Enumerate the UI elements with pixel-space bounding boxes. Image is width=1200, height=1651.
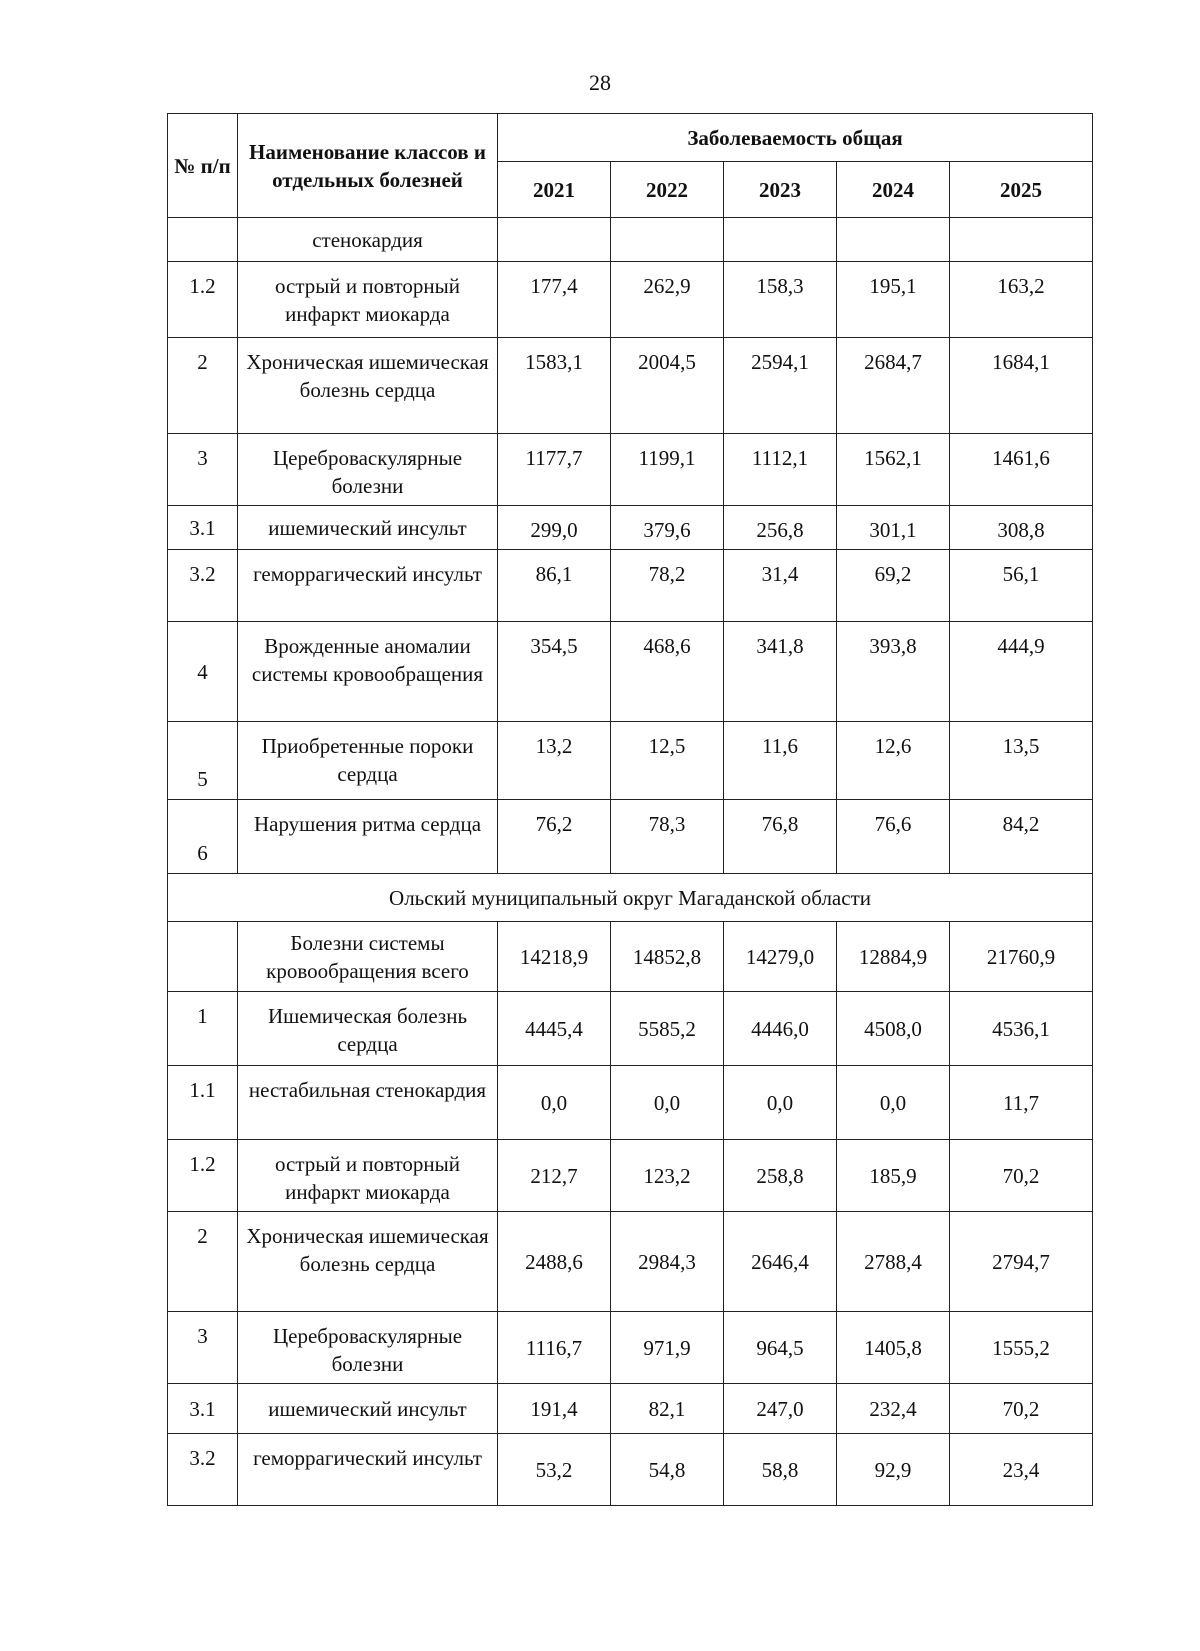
disease-name: геморрагический инсульт — [238, 1434, 498, 1506]
row-number: 5 — [168, 722, 238, 800]
value-cell: 58,8 — [724, 1434, 837, 1506]
value-cell: 301,1 — [837, 506, 950, 550]
value-cell: 11,7 — [950, 1066, 1093, 1140]
header-num: № п/п — [168, 114, 238, 218]
value-cell — [950, 218, 1093, 262]
value-cell: 4536,1 — [950, 992, 1093, 1066]
value-cell: 2594,1 — [724, 338, 837, 434]
page-number: 28 — [589, 70, 611, 95]
value-cell: 232,4 — [837, 1384, 950, 1434]
value-cell: 23,4 — [950, 1434, 1093, 1506]
value-cell: 4445,4 — [498, 992, 611, 1066]
row-number: 3.2 — [168, 1434, 238, 1506]
value-cell: 2004,5 — [611, 338, 724, 434]
value-cell: 212,7 — [498, 1140, 611, 1212]
value-cell: 0,0 — [837, 1066, 950, 1140]
value-cell: 13,2 — [498, 722, 611, 800]
table-row — [168, 338, 1093, 434]
value-cell: 256,8 — [724, 506, 837, 550]
value-cell: 21760,9 — [950, 922, 1093, 992]
value-cell: 53,2 — [498, 1434, 611, 1506]
value-cell: 56,1 — [950, 550, 1093, 622]
table-body-bottom — [168, 922, 1093, 1506]
row-number — [168, 922, 238, 992]
header-year: 2025 — [950, 162, 1093, 218]
value-cell: 2984,3 — [611, 1212, 724, 1312]
value-cell: 1116,7 — [498, 1312, 611, 1384]
value-cell: 191,4 — [498, 1384, 611, 1434]
value-cell — [724, 218, 837, 262]
value-cell: 1555,2 — [950, 1312, 1093, 1384]
value-cell: 308,8 — [950, 506, 1093, 550]
table-row — [168, 992, 1093, 1066]
value-cell: 78,2 — [611, 550, 724, 622]
value-cell: 1562,1 — [837, 434, 950, 506]
value-cell: 444,9 — [950, 622, 1093, 722]
row-number: 4 — [168, 622, 238, 722]
value-cell: 4446,0 — [724, 992, 837, 1066]
value-cell: 13,5 — [950, 722, 1093, 800]
disease-name: Болезни системы кровообращения всего — [238, 922, 498, 992]
value-cell: 2788,4 — [837, 1212, 950, 1312]
row-number: 2 — [168, 1212, 238, 1312]
table-row — [168, 1384, 1093, 1434]
value-cell: 185,9 — [837, 1140, 950, 1212]
value-cell: 0,0 — [498, 1066, 611, 1140]
row-number: 3 — [168, 434, 238, 506]
value-cell: 5585,2 — [611, 992, 724, 1066]
value-cell: 247,0 — [724, 1384, 837, 1434]
value-cell: 84,2 — [950, 800, 1093, 874]
table-row — [168, 622, 1093, 722]
value-cell: 1461,6 — [950, 434, 1093, 506]
disease-name: Хроническая ишемическая болезнь сердца — [238, 338, 498, 434]
value-cell — [498, 218, 611, 262]
row-number: 3.1 — [168, 1384, 238, 1434]
table-row — [168, 1212, 1093, 1312]
row-number: 3.1 — [168, 506, 238, 550]
value-cell: 54,8 — [611, 1434, 724, 1506]
section-row-group — [168, 874, 1093, 922]
value-cell: 262,9 — [611, 262, 724, 338]
value-cell: 12884,9 — [837, 922, 950, 992]
value-cell: 76,6 — [837, 800, 950, 874]
value-cell: 82,1 — [611, 1384, 724, 1434]
value-cell: 2488,6 — [498, 1212, 611, 1312]
table-body-top — [168, 218, 1093, 874]
row-number: 1.2 — [168, 262, 238, 338]
value-cell: 1177,7 — [498, 434, 611, 506]
disease-name: Хроническая ишемическая болезнь сердца — [238, 1212, 498, 1312]
value-cell: 14279,0 — [724, 922, 837, 992]
value-cell: 123,2 — [611, 1140, 724, 1212]
value-cell: 341,8 — [724, 622, 837, 722]
disease-name: Цереброваскулярные болезни — [238, 1312, 498, 1384]
value-cell: 1199,1 — [611, 434, 724, 506]
disease-name: Приобретенные пороки сердца — [238, 722, 498, 800]
value-cell: 86,1 — [498, 550, 611, 622]
table-row — [168, 550, 1093, 622]
value-cell: 964,5 — [724, 1312, 837, 1384]
table-row — [168, 922, 1093, 992]
row-number: 2 — [168, 338, 238, 434]
value-cell: 163,2 — [950, 262, 1093, 338]
value-cell: 78,3 — [611, 800, 724, 874]
value-cell: 379,6 — [611, 506, 724, 550]
row-number: 1.2 — [168, 1140, 238, 1212]
disease-name: Нарушения ритма сердца — [238, 800, 498, 874]
disease-name: Врожденные аномалии системы кровообращения — [238, 622, 498, 722]
value-cell: 971,9 — [611, 1312, 724, 1384]
header-year: 2021 — [498, 162, 611, 218]
value-cell: 70,2 — [950, 1140, 1093, 1212]
value-cell: 0,0 — [724, 1066, 837, 1140]
table-row — [168, 434, 1093, 506]
value-cell: 299,0 — [498, 506, 611, 550]
value-cell: 2684,7 — [837, 338, 950, 434]
value-cell: 258,8 — [724, 1140, 837, 1212]
value-cell: 468,6 — [611, 622, 724, 722]
value-cell: 76,8 — [724, 800, 837, 874]
value-cell: 354,5 — [498, 622, 611, 722]
value-cell: 69,2 — [837, 550, 950, 622]
value-cell: 12,5 — [611, 722, 724, 800]
header-group: Заболеваемость общая — [498, 114, 1093, 162]
value-cell: 0,0 — [611, 1066, 724, 1140]
value-cell: 14218,9 — [498, 922, 611, 992]
header-year: 2022 — [611, 162, 724, 218]
value-cell: 70,2 — [950, 1384, 1093, 1434]
table-row — [168, 262, 1093, 338]
table-row — [168, 506, 1093, 550]
row-number: 3 — [168, 1312, 238, 1384]
header-year: 2024 — [837, 162, 950, 218]
disease-name: Цереброваскулярные болезни — [238, 434, 498, 506]
row-number: 6 — [168, 800, 238, 874]
value-cell: 4508,0 — [837, 992, 950, 1066]
table-row — [168, 1312, 1093, 1384]
value-cell: 2794,7 — [950, 1212, 1093, 1312]
row-number: 1.1 — [168, 1066, 238, 1140]
value-cell — [611, 218, 724, 262]
value-cell: 1583,1 — [498, 338, 611, 434]
table-row — [168, 218, 1093, 262]
table-row — [168, 800, 1093, 874]
morbidity-table — [167, 113, 1093, 1506]
disease-name: ишемический инсульт — [238, 506, 498, 550]
value-cell: 158,3 — [724, 262, 837, 338]
value-cell: 14852,8 — [611, 922, 724, 992]
table-row — [168, 1140, 1093, 1212]
table-row — [168, 722, 1093, 800]
value-cell: 177,4 — [498, 262, 611, 338]
header-year: 2023 — [724, 162, 837, 218]
value-cell — [837, 218, 950, 262]
value-cell: 11,6 — [724, 722, 837, 800]
value-cell: 76,2 — [498, 800, 611, 874]
value-cell: 12,6 — [837, 722, 950, 800]
disease-name: нестабильная стенокардия — [238, 1066, 498, 1140]
disease-name: острый и повторный инфаркт миокарда — [238, 262, 498, 338]
disease-name: ишемический инсульт — [238, 1384, 498, 1434]
table-row — [168, 1066, 1093, 1140]
disease-name: острый и повторный инфаркт миокарда — [238, 1140, 498, 1212]
table-row — [168, 1434, 1093, 1506]
header-name: Наименование классов и отдельных болезней — [238, 114, 498, 218]
value-cell: 1405,8 — [837, 1312, 950, 1384]
row-number: 1 — [168, 992, 238, 1066]
disease-name: геморрагический инсульт — [238, 550, 498, 622]
disease-name: стенокардия — [238, 218, 498, 262]
value-cell: 92,9 — [837, 1434, 950, 1506]
value-cell: 1112,1 — [724, 434, 837, 506]
row-number: 3.2 — [168, 550, 238, 622]
disease-name: Ишемическая болезнь сердца — [238, 992, 498, 1066]
value-cell: 1684,1 — [950, 338, 1093, 434]
value-cell: 195,1 — [837, 262, 950, 338]
value-cell: 393,8 — [837, 622, 950, 722]
value-cell: 2646,4 — [724, 1212, 837, 1312]
section-title: Ольский муниципальный округ Магаданской области — [168, 874, 1093, 922]
row-number — [168, 218, 238, 262]
value-cell: 31,4 — [724, 550, 837, 622]
